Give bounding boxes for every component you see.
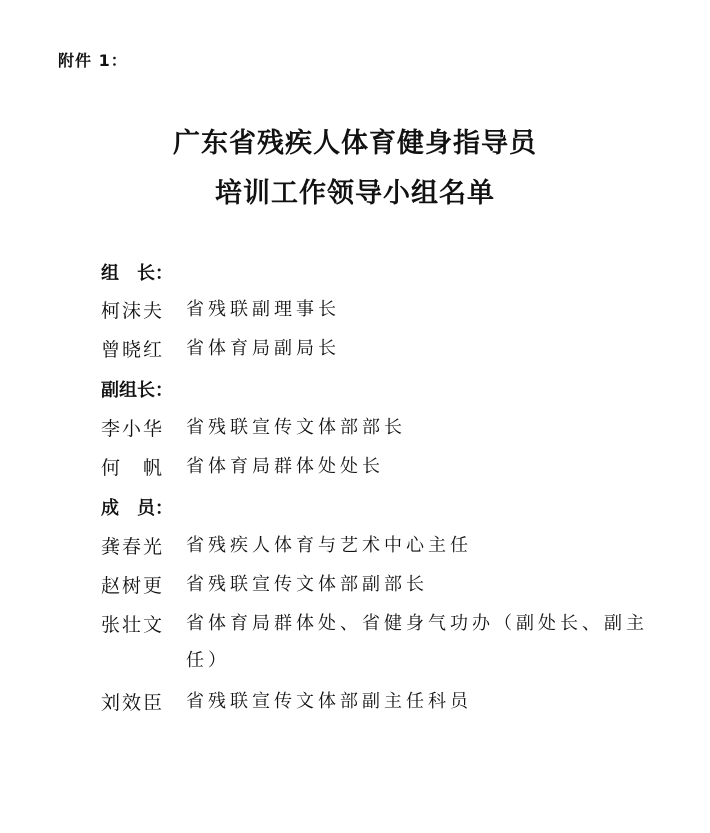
section-label-deputy-leader: 副组长： xyxy=(101,380,173,401)
member-name: 张壮文 xyxy=(101,614,165,636)
document-title-line-2: 培训工作领导小组名单 xyxy=(215,178,495,209)
member-role: 省体育局副局长 xyxy=(186,338,340,359)
member-role: 省体育局群体处、省健身气功办（副处长、副主任） xyxy=(186,613,648,671)
section-label-leader: 组 长： xyxy=(101,263,173,284)
member-role: 省残联宣传文体部部长 xyxy=(186,417,406,438)
member-name: 龚春光 xyxy=(101,536,165,558)
member-name: 刘效臣 xyxy=(101,692,165,714)
section-label-members: 成 员： xyxy=(101,498,173,519)
member-role: 省残疾人体育与艺术中心主任 xyxy=(186,535,472,556)
member-name: 李小华 xyxy=(101,418,165,440)
attachment-label: 附件 1： xyxy=(58,51,128,70)
member-role: 省体育局群体处处长 xyxy=(186,456,384,477)
document-title-line-1: 广东省残疾人体育健身指导员 xyxy=(173,128,537,159)
member-name: 赵树更 xyxy=(101,575,165,597)
member-name: 柯沫夫 xyxy=(101,300,165,322)
member-name: 何 帆 xyxy=(101,457,165,479)
member-name: 曾晓红 xyxy=(101,339,165,361)
member-role: 省残联副理事长 xyxy=(186,299,340,320)
member-role: 省残联宣传文体部副主任科员 xyxy=(186,691,472,712)
member-role: 省残联宣传文体部副部长 xyxy=(186,574,428,595)
